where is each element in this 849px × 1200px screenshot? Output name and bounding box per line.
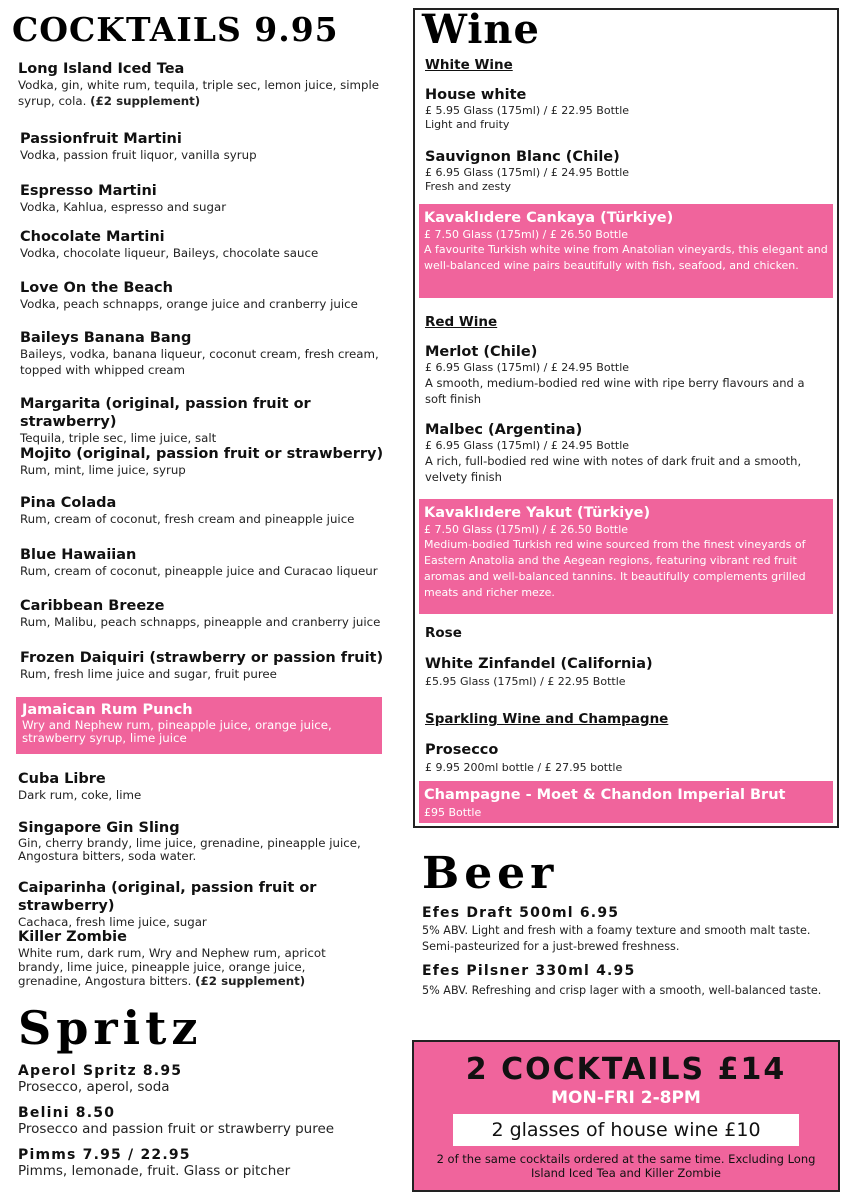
cocktail-item [20, 649, 405, 683]
wine-price: £ 6.95 Glass (175ml) / £ 24.95 Bottle [425, 439, 630, 452]
beer-name: Efes Pilsner 330ml 4.95 [422, 963, 636, 979]
cocktail-name: Long Island Iced Tea [18, 61, 185, 77]
wine-item [425, 86, 830, 132]
cocktail-name: Margarita (original, passion fruit or strawberry) [20, 396, 311, 430]
cocktail-name: Passionfruit Martini [20, 131, 182, 147]
wine-name: Malbec (Argentina) [425, 422, 583, 438]
featured-wine-highlight [419, 781, 833, 823]
cocktail-item [20, 228, 405, 262]
spritz-desc: Prosecco and passion fruit or strawberry puree [18, 1121, 335, 1137]
cocktail-item [18, 879, 403, 931]
wine-name: Kavaklıdere Yakut (Türkiye) [424, 505, 651, 521]
cocktail-item [20, 329, 405, 378]
cocktail-item [20, 597, 405, 631]
spritz-item [18, 1147, 403, 1180]
cocktail-item [18, 928, 343, 988]
cocktail-item [18, 819, 393, 862]
cocktail-name: Love On the Beach [20, 280, 173, 296]
wine-name: House white [425, 87, 527, 103]
cocktail-item [20, 494, 405, 528]
cocktail-item [20, 395, 405, 447]
cocktail-name: Baileys Banana Bang [20, 330, 192, 346]
cocktail-desc: Vodka, Kahlua, espresso and sugar [20, 200, 227, 214]
wine-name: Champagne - Moet & Chandon Imperial Brut [424, 787, 786, 803]
cocktail-promo-box [412, 1040, 840, 1192]
cocktail-name: Caribbean Breeze [20, 598, 165, 614]
cocktail-item [18, 60, 403, 109]
sparkling-heading: Sparkling Wine and Champagne [425, 711, 669, 727]
cocktail-name: Pina Colada [20, 495, 117, 511]
wine-name: Merlot (Chile) [425, 344, 538, 360]
cocktail-item [20, 182, 405, 216]
cocktail-name: Cuba Libre [18, 771, 106, 787]
cocktail-desc: Vodka, passion fruit liquor, vanilla syrup [20, 148, 257, 162]
wine-name: Sauvignon Blanc (Chile) [425, 149, 620, 165]
cocktail-desc: Vodka, gin, white rum, tequila, triple sec, lemon juice, simple syrup, cola. [18, 78, 380, 108]
featured-wine-highlight [419, 499, 833, 614]
cocktail-name: Mojito (original, passion fruit or strawberry) [20, 446, 384, 462]
wine-item [425, 343, 827, 407]
cocktail-name: Killer Zombie [18, 929, 127, 945]
wine-name: Kavaklıdere Cankaya (Türkiye) [424, 210, 674, 226]
cocktail-desc: Rum, cream of coconut, fresh cream and pineapple juice [20, 512, 355, 526]
spritz-name: Belini 8.50 [18, 1105, 116, 1121]
cocktail-item [18, 770, 403, 804]
promo-days: MON-FRI 2-8PM [551, 1088, 701, 1108]
wine-name: Prosecco [425, 742, 499, 758]
cocktail-desc: Baileys, vodka, banana liqueur, coconut cream, fresh cream, topped with whipped cream [20, 347, 379, 377]
wine-price: £ 7.50 Glass (175ml) / £ 26.50 Bottle [424, 228, 629, 241]
spritz-item [18, 1063, 403, 1096]
cocktail-desc: Wry and Nephew rum, pineapple juice, orange juice, strawberry syrup, lime juice [22, 718, 332, 745]
cocktail-name: Jamaican Rum Punch [22, 702, 193, 718]
wine-item [425, 655, 830, 689]
beer-desc: 5% ABV. Light and fresh with a foamy texture and smooth malt taste. Semi-pasteurized for a just-brewed freshness. [422, 924, 811, 953]
cocktail-item [20, 445, 405, 479]
wine-item [425, 148, 830, 194]
supplement-note: (£2 supplement) [90, 93, 201, 108]
wine-name: White Zinfandel (California) [425, 656, 653, 672]
cocktail-desc: Rum, Malibu, peach schnapps, pineapple and cranberry juice [20, 615, 381, 629]
cocktail-desc: Vodka, peach schnapps, orange juice and cranberry juice [20, 297, 358, 311]
wine-price: £95 Bottle [424, 806, 482, 819]
supplement-note: (£2 supplement) [195, 974, 306, 988]
wine-desc: A favourite Turkish white wine from Anatolian vineyards, this elegant and well-balanced wine pairs beautifully with fish, seafood, and chicken. [424, 243, 828, 272]
promo-headline: 2 COCKTAILS £14 [465, 1052, 787, 1087]
featured-wine-highlight [419, 204, 833, 298]
beer-item [422, 905, 840, 955]
cocktail-name: Frozen Daiquiri (strawberry or passion fruit) [20, 650, 384, 666]
white-wine-heading: White Wine [425, 57, 513, 73]
wine-item [425, 741, 830, 775]
spritz-title: Spritz [18, 1001, 203, 1055]
cocktail-name: Singapore Gin Sling [18, 820, 180, 836]
beer-item [422, 963, 840, 999]
spritz-desc: Pimms, lemonade, fruit. Glass or pitcher [18, 1163, 291, 1179]
cocktail-desc: Rum, mint, lime juice, syrup [20, 463, 186, 477]
spritz-name: Pimms 7.95 / 22.95 [18, 1147, 191, 1163]
wine-price: £ 6.95 Glass (175ml) / £ 24.95 Bottle [425, 361, 630, 374]
wine-desc: A rich, full-bodied red wine with notes of dark fruit and a smooth, velvety finish [425, 454, 802, 484]
red-wine-heading: Red Wine [425, 314, 498, 330]
beer-title: Beer [422, 848, 559, 899]
cocktail-desc: Cachaca, fresh lime juice, sugar [18, 915, 207, 929]
wine-price: £ 9.95 200ml bottle / £ 27.95 bottle [425, 761, 623, 774]
cocktail-item [20, 279, 405, 313]
wine-title: Wine [422, 6, 540, 53]
wine-desc: Fresh and zesty [425, 180, 512, 193]
spritz-item [18, 1105, 403, 1138]
beer-desc: 5% ABV. Refreshing and crisp lager with a smooth, well-balanced taste. [422, 984, 822, 997]
featured-cocktail-highlight [16, 697, 382, 754]
spritz-desc: Prosecco, aperol, soda [18, 1079, 170, 1095]
cocktail-desc: Dark rum, coke, lime [18, 788, 142, 802]
cocktail-name: Blue Hawaiian [20, 547, 137, 563]
cocktail-name: Caiparinha (original, passion fruit or strawberry) [18, 880, 317, 914]
wine-desc: Light and fruity [425, 118, 510, 131]
cocktail-item [20, 130, 405, 164]
cocktail-desc: Rum, cream of coconut, pineapple juice and Curacao liqueur [20, 564, 378, 578]
house-wine-offer: 2 glasses of house wine £10 [453, 1114, 799, 1146]
rose-heading: Rose [425, 625, 462, 641]
wine-item [425, 421, 827, 485]
cocktail-desc: Gin, cherry brandy, lime juice, grenadine, pineapple juice, Angostura bitters, soda water. [18, 836, 361, 863]
cocktail-desc: Tequila, triple sec, lime juice, salt [20, 431, 217, 445]
wine-desc: Medium-bodied Turkish red wine sourced from the finest vineyards of Eastern Anatolia and the Aegean regions, featuring vibrant red fruit aromas and well-balanced tannins. It beautifully complements grilled meats and richer meze. [424, 538, 806, 599]
cocktails-title: COCKTAILS 9.95 [12, 10, 339, 49]
cocktail-desc: Vodka, chocolate liqueur, Baileys, chocolate sauce [20, 246, 319, 260]
cocktail-name: Chocolate Martini [20, 229, 165, 245]
wine-desc: A smooth, medium-bodied red wine with ripe berry flavours and a soft finish [425, 376, 805, 406]
promo-terms: 2 of the same cocktails ordered at the same time. Excluding Long Island Iced Tea and Killer Zombie [436, 1152, 816, 1180]
spritz-name: Aperol Spritz 8.95 [18, 1063, 183, 1079]
cocktail-desc: Rum, fresh lime juice and sugar, fruit puree [20, 667, 277, 681]
wine-price: £ 5.95 Glass (175ml) / £ 22.95 Bottle [425, 104, 630, 117]
wine-price: £5.95 Glass (175ml) / £ 22.95 Bottle [425, 675, 626, 688]
cocktail-desc: White rum, dark rum, Wry and Nephew rum, apricot brandy, lime juice, pineapple juice, orange juice, grenadine, Angostura bitters. [18, 946, 326, 988]
wine-price: £ 7.50 Glass (175ml) / £ 26.50 Bottle [424, 523, 629, 536]
cocktail-item [20, 546, 405, 580]
wine-price: £ 6.95 Glass (175ml) / £ 24.95 Bottle [425, 166, 630, 179]
beer-name: Efes Draft 500ml 6.95 [422, 905, 620, 921]
cocktail-name: Espresso Martini [20, 183, 157, 199]
